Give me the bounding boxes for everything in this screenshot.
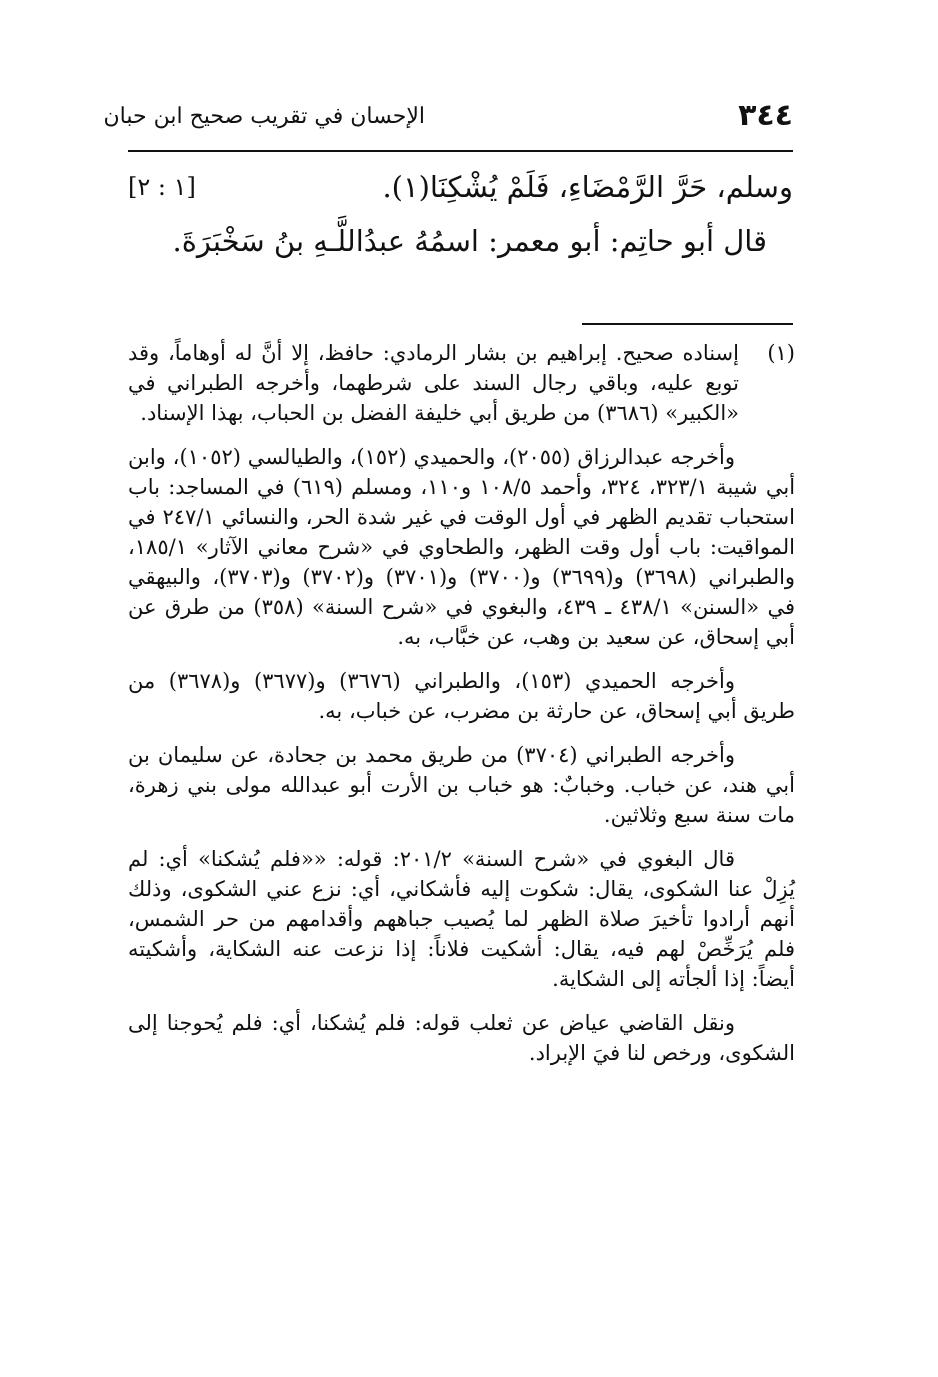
header-rule (128, 150, 793, 152)
page-header (103, 96, 793, 140)
footnote-paragraph-3: وأخرجه الحميدي (١٥٣)، والطبراني (٣٦٧٦) و(٣٦٧٧) و(٣٦٧٨) من طريق أبي إسحاق، عن حارثة بن مضرب، عن خباب، به. (128, 669, 795, 723)
main-line-1 (128, 160, 793, 214)
footnote-paragraph-1: إسناده صحيح. إبراهيم بن بشار الرمادي: حافظ، إلا أنَّ له أوهاماً، وقد توبع عليه، وباقي رجال السند على شرطهما، وأخرجه الطبراني في «الكبير» (٣٦٨٦) من طريق أبي خليفة الفضل بن الحباب، بهذا الإسناد. (128, 341, 739, 425)
footnote-paragraph-4: وأخرجه الطبراني (٣٧٠٤) من طريق محمد بن جحادة، عن سليمان بن أبي هند، عن خباب. وخبابٌ: هو خباب بن الأرت أبو عبدالله مولى بني زهرة، مات سنة سبع وثلاثين. (128, 743, 795, 827)
footnote-1 (128, 338, 795, 428)
footnote-paragraph-5: قال البغوي في «شرح السنة» ٢٠١/٢: قوله: ««فلم يُشكنا» أي: لم يُزِلْ عنا الشكوى، يقال: شكوت إليه فأشكاني، أي: نزع عني الشكوى، وذلك أنهم أرادوا تأخيرَ صلاة الظهر لما يُصيب جباههم وأقدامهم من حر الشمس، فلم يُرَخِّصْ لهم فيه، يقال: أشكيت فلاناً: إذا نزعت عنه الشكاية، وأشكيته أيضاً: إذا ألجأته إلى الشكاية. (128, 847, 795, 991)
hadith-reference: [١ : ٢] (128, 173, 196, 201)
main-line-1-text: وسلم، حَرَّ الرَّمْضَاءِ، فَلَمْ يُشْكِنَا(١). (382, 170, 793, 204)
footnote-paragraph-2: وأخرجه عبدالرزاق (٢٠٥٥)، والحميدي (١٥٢)، والطيالسي (١٠٥٢)، وابن أبي شيبة ٣٢٣/١، ٣٢٤، وأحمد ١٠٨/٥ و١١٠، ومسلم (٦١٩) في المساجد: باب استحباب تقديم الظهر في أول الوقت في غير شدة الحر، والنسائي ٢٤٧/١ في المواقيت: باب أول وقت الظهر، والطحاوي في «شرح معاني الآثار» ١٨٥/١، والطبراني (٣٦٩٨) و(٣٦٩٩) و(٣٧٠٠) و(٣٧٠١) و(٣٧٠٢) و(٣٧٠٣)، والبيهقي في «السنن» ٤٣٨/١ ـ ٤٣٩، والبغوي في «شرح السنة» (٣٥٨) من طرق عن أبي إسحاق، عن سعيد بن وهب، عن خبَّاب، به. (128, 445, 796, 649)
footnotes (128, 338, 795, 1082)
page-number: ٣٤٤ (738, 98, 793, 133)
running-title: الإحسان في تقريب صحيح ابن حبان (103, 104, 425, 129)
main-line-2: قال أبو حاتِم: أبو معمر: اسمُهُ عبدُاللَّـهِ بنُ سَخْبَرَةَ. (172, 224, 767, 258)
footnote-marker: (١) (767, 341, 795, 365)
footnote-separator (582, 323, 793, 325)
footnote-paragraph-6: ونقل القاضي عياض عن ثعلب قوله: فلم يُشكنا، أي: فلم يُحوجنا إلى الشكوى، ورخص لنا فيَ الإبراد. (128, 1011, 795, 1065)
main-text (128, 160, 793, 268)
